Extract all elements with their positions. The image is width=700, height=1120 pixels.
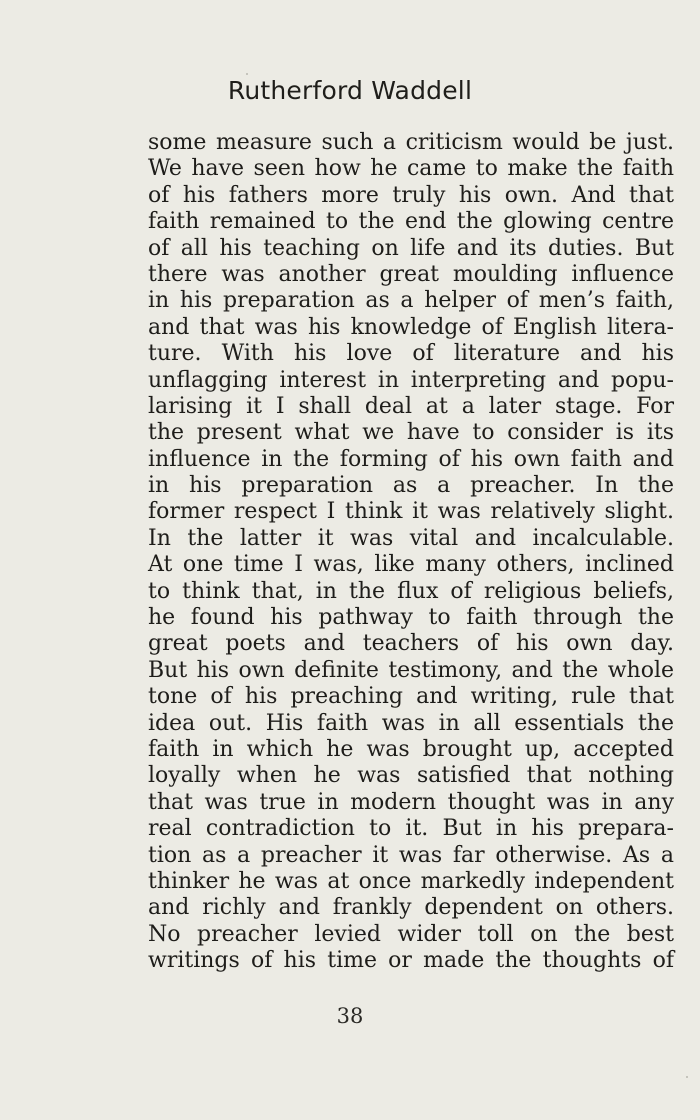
text-line-content: larising it I shall deal at a later stage. For	[148, 393, 674, 419]
text-line	[148, 790, 674, 816]
paper-speck	[686, 1076, 688, 1078]
body-text	[148, 130, 674, 975]
text-line	[148, 420, 674, 446]
text-line-content: ture. With his love of literature and his	[148, 341, 674, 367]
text-line-content: writings of his time or made the thoughts of	[148, 948, 674, 974]
text-line	[148, 631, 674, 657]
text-line-content: loyally when he was satisfied that nothing	[148, 763, 674, 789]
page-number: 38	[336, 1004, 364, 1028]
text-line	[148, 473, 674, 499]
text-line	[148, 499, 674, 525]
text-line	[148, 869, 674, 895]
text-line	[148, 262, 674, 288]
text-line	[148, 183, 674, 209]
text-line	[148, 130, 674, 156]
text-line	[148, 763, 674, 789]
text-line	[148, 368, 674, 394]
text-line	[148, 658, 674, 684]
text-line	[148, 341, 674, 367]
text-line-content: in his preparation as a preacher. In the	[148, 473, 674, 499]
text-line	[148, 843, 674, 869]
text-line	[148, 948, 674, 974]
text-line-content: influence in the forming of his own faith and	[148, 446, 674, 472]
text-line-content: former respect I think it was relatively slight.	[148, 499, 674, 525]
text-line-content: in his preparation as a helper of men’s faith,	[148, 288, 674, 314]
text-line-content: No preacher levied wider toll on the best	[148, 921, 674, 947]
text-line	[148, 684, 674, 710]
text-line-content: real contradiction to it. But in his prepara-	[148, 816, 674, 842]
text-line-content: that was true in modern thought was in any	[148, 789, 674, 815]
running-head: Rutherford Waddell	[227, 76, 473, 105]
text-line	[148, 737, 674, 763]
text-line	[148, 605, 674, 631]
text-line-content: the present what we have to consider is its	[148, 420, 674, 446]
text-line-content: thinker he was at once markedly independent	[148, 868, 674, 894]
text-line-content: some measure such a criticism would be just.	[148, 130, 674, 155]
text-line-content: to think that, in the flux of religious beliefs,	[148, 578, 674, 604]
text-line	[148, 315, 674, 341]
text-line	[148, 816, 674, 842]
text-line-content: tion as a preacher it was far otherwise. As a	[148, 842, 674, 868]
text-line	[148, 209, 674, 235]
text-line-content: In the latter it was vital and incalculable.	[148, 525, 674, 551]
text-line	[148, 526, 674, 552]
text-line-content: of his fathers more truly his own. And that	[148, 182, 674, 208]
text-line	[148, 552, 674, 578]
text-line-content: At one time I was, like many others, inclined	[148, 552, 674, 578]
text-line	[148, 711, 674, 737]
paper-speck	[246, 73, 248, 75]
text-line-content: tone of his preaching and writing, rule that	[148, 684, 674, 710]
text-line	[148, 922, 674, 948]
text-line-content: unflagging interest in interpreting and popu-	[148, 367, 674, 393]
text-line	[148, 895, 674, 921]
text-line	[148, 579, 674, 605]
text-line-content: We have seen how he came to make the faith	[148, 156, 674, 182]
text-line	[148, 288, 674, 314]
text-line-content: and that was his knowledge of English litera-	[148, 314, 674, 340]
text-line-content: But his own definite testimony, and the whole	[148, 657, 674, 683]
text-line-content: there was another great moulding influence	[148, 261, 674, 287]
text-line	[148, 394, 674, 420]
text-line-content: faith in which he was brought up, accepted	[148, 736, 674, 762]
text-line-content: idea out. His faith was in all essentials the	[148, 710, 674, 736]
text-line	[148, 447, 674, 473]
text-line	[148, 236, 674, 262]
text-line-content: he found his pathway to faith through the	[148, 605, 674, 631]
text-line-content: of all his teaching on life and its duties. But	[148, 235, 674, 261]
text-line-content: faith remained to the end the glowing centre	[148, 209, 674, 235]
text-line-content: great poets and teachers of his own day.	[148, 631, 674, 657]
text-line	[148, 156, 674, 182]
text-line-content: and richly and frankly dependent on others.	[148, 895, 674, 921]
